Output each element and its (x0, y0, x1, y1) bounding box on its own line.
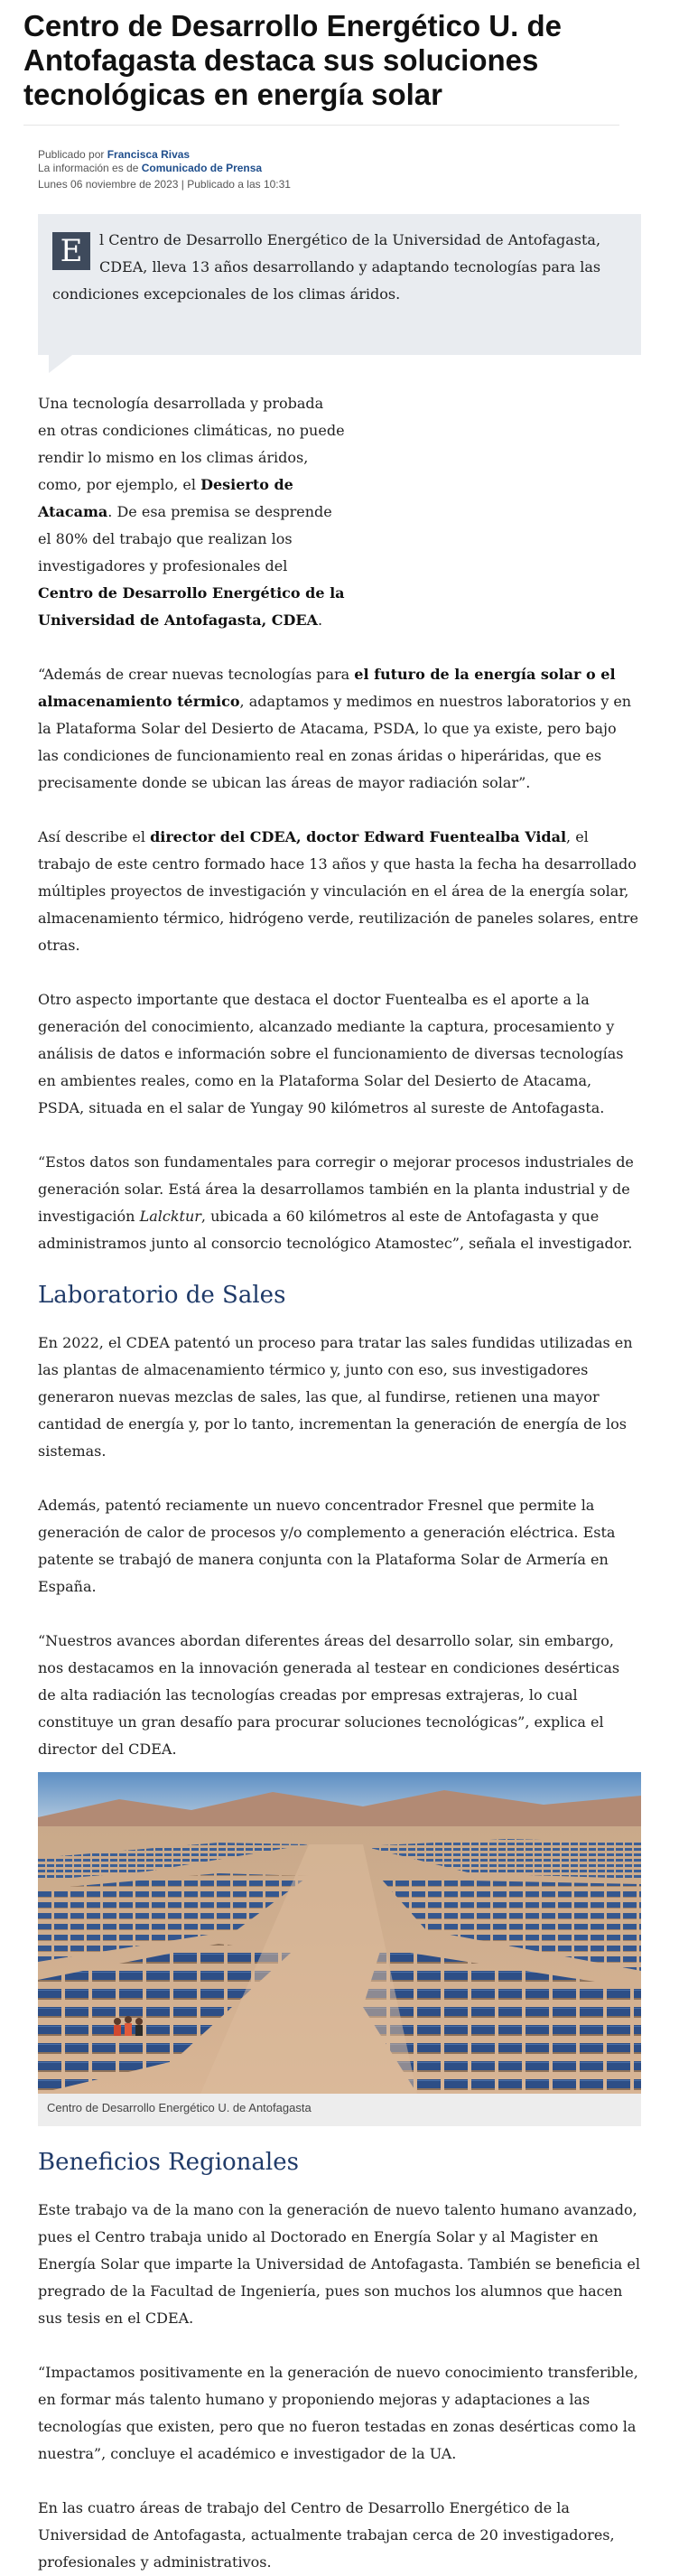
paragraph-2-bold: el futuro de la energía solar o el almacenamiento térmico (38, 666, 616, 710)
source-line (38, 162, 616, 175)
person-body (135, 2025, 143, 2036)
paragraph-2-text-b: , adaptamos y medimos en nuestros laboratorios y en la Plataforma Solar del Desierto de Atacama, PSDA, lo que ya existe, pero bajo las condiciones de funcionamiento real en zonas áridas o hiperáridas, que es precisamente donde se ubican las áreas de mayor radiación solar”. (38, 693, 632, 791)
paragraph-8: “Nuestros avances abordan diferentes áreas del desarrollo solar, sin embargo, nos destacamos en la innovación generada al testear en condiciones desérticas de alta radiación las tecnologías creadas por empresas extrajeras, lo cual constituye un gran desafío para procurar soluciones tecnológicas”, explica el director del CDEA. (38, 1632, 620, 1758)
publish-date: Lunes 06 noviembre de 2023 | Publicado a las 10:31 (38, 178, 291, 191)
paragraph-5 (38, 1149, 641, 1257)
paragraph-1-text-a: Una tecnología desarrollada y probada en otras condiciones climáticas, no puede rendir lo mismo en los climas áridos, como, por ejemplo, el (38, 395, 345, 493)
person-head (114, 2018, 121, 2025)
title-divider (23, 125, 619, 126)
person-head (125, 2016, 132, 2023)
paragraph-2 (38, 661, 641, 797)
paragraph-11: En las cuatro áreas de trabajo del Centro de Desarrollo Energético de la Universidad de Antofagasta, actualmente trabajan cerca de 20 investigadores, profesionales y administrativos. (38, 2499, 615, 2571)
article-figure (38, 1772, 641, 2126)
section-heading-beneficios: Beneficios Regionales (38, 2149, 299, 2176)
person-head (135, 2018, 143, 2025)
paragraph-9: Este trabajo va de la mano con la generación de nuevo talento humano avanzado, pues el Centro trabaja unido al Doctorado en Energía Solar y al Magister en Energía Solar que imparte la Universidad de Antofagasta. También se beneficia el pregrado de la Facultad de Ingeniería, pues son muchos los alumnos que hacen sus tesis en el CDEA. (38, 2201, 640, 2327)
paragraph-7: Además, patentó reciamente un nuevo concentrador Fresnel que permite la generación de calor de procesos y/o complemento a generación eléctrica. Esta patente se trabajó de manera conjunta con la Plataforma Solar de Armería en España. (38, 1497, 616, 1595)
person-body (114, 2025, 121, 2036)
author-link[interactable]: Francisca Rivas (107, 148, 191, 161)
author-line (38, 148, 616, 162)
paragraph-1 (38, 390, 345, 634)
section-heading-laboratorio: Laboratorio de Sales (38, 1282, 286, 1309)
paragraph-1-text-b: . De esa premisa se desprende el 80% del trabajo que realizan los investigadores y profesionales del (38, 503, 332, 574)
paragraph-3 (38, 824, 641, 959)
paragraph-1-text-c: . (317, 611, 323, 629)
figure-caption: Centro de Desarrollo Energético U. de Antofagasta (47, 2101, 312, 2114)
paragraph-3-bold: director del CDEA, doctor Edward Fuentealba Vidal (150, 828, 567, 845)
article-title: Centro de Desarrollo Energético U. de Antofagasta destaca sus soluciones tecnológicas en energía solar (23, 9, 562, 111)
paragraph-4: Otro aspecto importante que destaca el doctor Fuentealba es el aporte a la generación del conocimiento, alcanzado mediante la captura, procesamiento y análisis de datos e información sobre el funcionamiento de diversas tecnologías en ambientes reales, como en la Plataforma Solar del Desierto de Atacama, PSDA, situada en el salar de Yungay 90 kilómetros al sureste de Antofagasta. (38, 991, 624, 1116)
paragraph-1-bold-b: Centro de Desarrollo Energético de la Universidad de Antofagasta, CDEA (38, 584, 345, 629)
paragraph-5-text-b: , ubicada a 60 kilómetros al este de Antofagasta y que administramos junto al consorcio tecnológico Atamostec”, señala el investigador. (38, 1208, 633, 1252)
article-meta (38, 148, 616, 191)
solar-field-photo (38, 1772, 641, 2094)
paragraph-2-text-a: “Además de crear nuevas tecnologías para (38, 666, 355, 683)
drop-cap: E (52, 232, 90, 270)
source-prefix: La información es de (38, 162, 142, 174)
source-link[interactable]: Comunicado de Prensa (141, 162, 263, 174)
people-group (114, 2016, 143, 2036)
paragraph-3-text-a: Así describe el (38, 828, 151, 845)
lead-box-tail (49, 355, 72, 373)
paragraph-5-text-a: “Estos datos son fundamentales para corregir o mejorar procesos industriales de generación solar. Está área la desarrollamos también en la planta industrial y de investigación (38, 1153, 634, 1225)
published-prefix: Publicado por (38, 148, 107, 161)
paragraph-1-bold-a: Desierto de Atacama (38, 476, 293, 520)
person-body (125, 2023, 132, 2036)
paragraph-6: En 2022, el CDEA patentó un proceso para tratar las sales fundidas utilizadas en las plantas de almacenamiento térmico y, junto con eso, sus investigadores generaron nuevas mezclas de sales, las que, al fundirse, retienen una mayor cantidad de energía y, por lo tanto, incrementan la generación de energía de los sistemas. (38, 1334, 633, 1460)
paragraph-10: “Impactamos positivamente en la generación de nuevo conocimiento transferible, en formar más talento humano y proponiendo mejoras y adaptaciones a las tecnologías que existen, pero que no fueron testadas en zonas desérticas como la nuestra”, concluye el académico e investigador de la UA. (38, 2364, 638, 2462)
lead-text: l Centro de Desarrollo Energético de la Universidad de Antofagasta, CDEA, lleva 13 años desarrollando y adaptando tecnologías para las condiciones excepcionales de los climas áridos. (52, 231, 601, 303)
lead-box (38, 214, 641, 355)
paragraph-5-italic: Lalcktur (139, 1208, 201, 1225)
paragraph-3-text-b: , el trabajo de este centro formado hace 13 años y que hasta la fecha ha desarrollado múltiples proyectos de investigación y vinculación en el área de la energía solar, almacenamiento térmico, hidrógeno verde, reutilización de paneles solares, entre otras. (38, 828, 638, 954)
